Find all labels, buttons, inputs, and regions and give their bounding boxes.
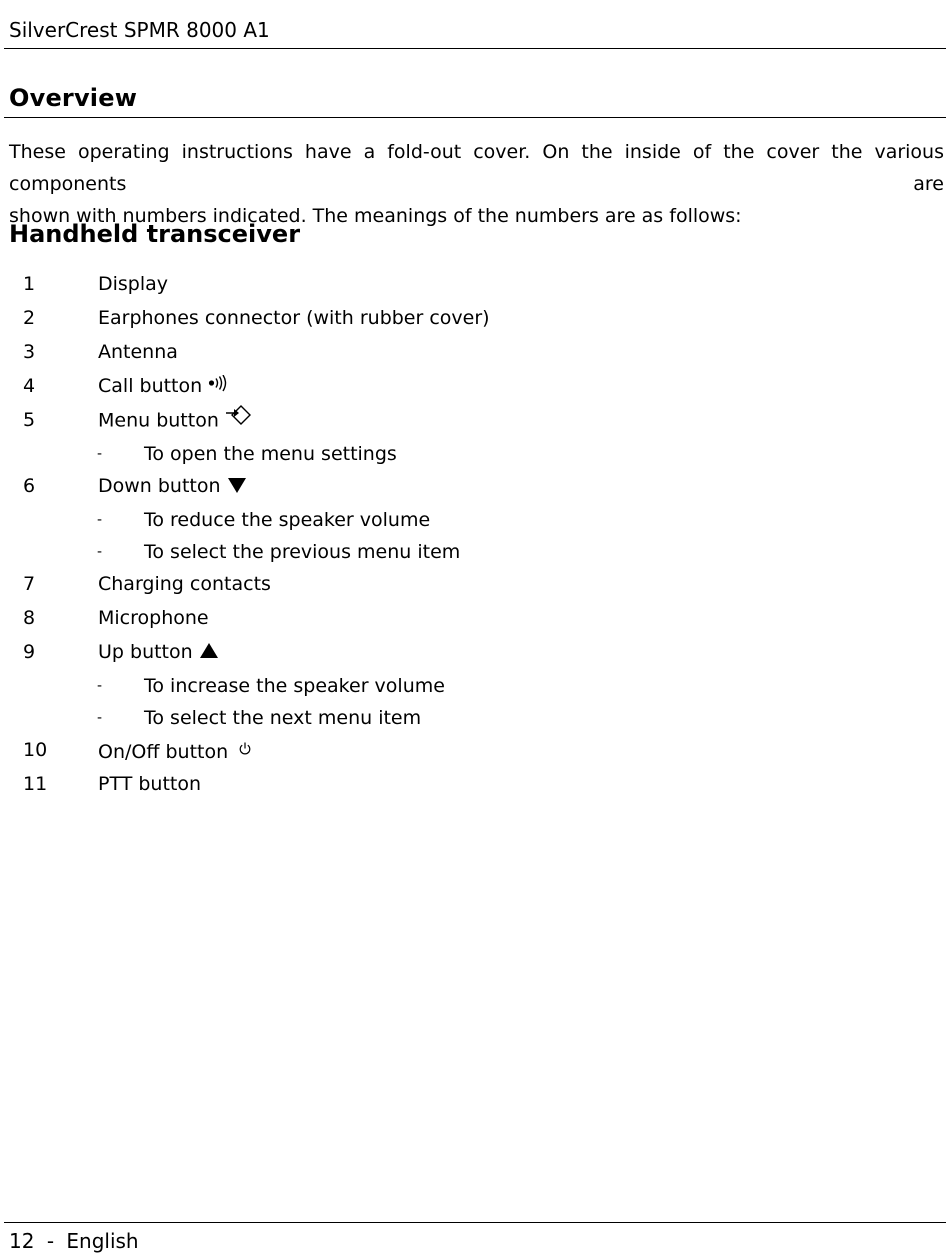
item-number: 10 bbox=[23, 739, 48, 761]
item-label-wrap bbox=[98, 470, 247, 503]
sub-item-text: To select the previous menu item bbox=[144, 541, 461, 563]
footer-rule bbox=[4, 1222, 946, 1223]
list-item bbox=[0, 404, 950, 438]
footer-language: English bbox=[66, 1229, 139, 1253]
footer-separator: - bbox=[46, 1229, 55, 1253]
item-label: Display bbox=[98, 273, 169, 295]
sub-item bbox=[0, 670, 950, 702]
item-label: Up button bbox=[98, 641, 193, 663]
item-label: Antenna bbox=[98, 341, 178, 363]
item-number: 11 bbox=[23, 773, 48, 795]
list-item bbox=[0, 768, 950, 802]
item-number: 4 bbox=[23, 375, 36, 397]
sub-bullet: - bbox=[97, 512, 103, 528]
title-rule bbox=[4, 117, 946, 118]
item-number: 3 bbox=[23, 341, 36, 363]
up-triangle-icon bbox=[199, 637, 219, 669]
item-number: 5 bbox=[23, 409, 36, 431]
power-icon bbox=[238, 734, 252, 766]
intro-line-1: These operating instructions have a fold-out cover. On the inside of the cover the various components are bbox=[9, 141, 944, 195]
sub-bullet: - bbox=[97, 710, 103, 726]
item-number: 9 bbox=[23, 641, 36, 663]
list-item bbox=[0, 370, 950, 404]
header-rule bbox=[4, 48, 946, 49]
sub-item-text: To increase the speaker volume bbox=[144, 675, 445, 697]
item-label-wrap bbox=[98, 734, 252, 768]
list-item bbox=[0, 268, 950, 302]
item-label-wrap bbox=[98, 404, 253, 438]
item-label: On/Off button bbox=[98, 741, 229, 763]
list-item bbox=[0, 470, 950, 504]
sub-bullet: - bbox=[97, 446, 103, 462]
item-label: Charging contacts bbox=[98, 573, 271, 595]
page-footer bbox=[9, 1228, 139, 1254]
menu-arrow-icon bbox=[225, 404, 253, 438]
item-label: Microphone bbox=[98, 607, 209, 629]
item-number: 2 bbox=[23, 307, 36, 329]
section-heading: Handheld transceiver bbox=[9, 220, 301, 248]
item-number: 6 bbox=[23, 475, 36, 497]
item-label: Earphones connector (with rubber cover) bbox=[98, 307, 490, 329]
sub-item bbox=[0, 536, 950, 568]
down-triangle-icon bbox=[227, 471, 247, 503]
list-item bbox=[0, 734, 950, 768]
list-item bbox=[0, 636, 950, 670]
sub-item-text: To select the next menu item bbox=[144, 707, 422, 729]
item-label: Call button bbox=[98, 375, 203, 397]
sub-item-text: To open the menu settings bbox=[144, 443, 397, 465]
list-item bbox=[0, 602, 950, 636]
list-item bbox=[0, 568, 950, 602]
list-item bbox=[0, 302, 950, 336]
item-label: Down button bbox=[98, 475, 221, 497]
page-title: Overview bbox=[9, 84, 138, 112]
item-number: 1 bbox=[23, 273, 36, 295]
item-label-wrap bbox=[98, 370, 230, 403]
sub-item bbox=[0, 504, 950, 536]
sub-item bbox=[0, 702, 950, 734]
page-number: 12 bbox=[9, 1229, 35, 1253]
item-number: 7 bbox=[23, 573, 36, 595]
sub-bullet: - bbox=[97, 678, 103, 694]
intro-paragraph bbox=[9, 136, 944, 232]
intro-line-2: shown with numbers indicated. The meanings of the numbers are as follows: bbox=[9, 205, 742, 227]
sub-item bbox=[0, 438, 950, 470]
sub-item-text: To reduce the speaker volume bbox=[144, 509, 431, 531]
running-header: SilverCrest SPMR 8000 A1 bbox=[9, 18, 270, 42]
item-label: Menu button bbox=[98, 409, 219, 432]
component-list bbox=[0, 268, 950, 802]
item-label: PTT button bbox=[98, 773, 202, 795]
item-label-wrap bbox=[98, 636, 219, 669]
sub-bullet: - bbox=[97, 544, 103, 560]
call-signal-icon bbox=[208, 371, 230, 403]
list-item bbox=[0, 336, 950, 370]
item-number: 8 bbox=[23, 607, 36, 629]
